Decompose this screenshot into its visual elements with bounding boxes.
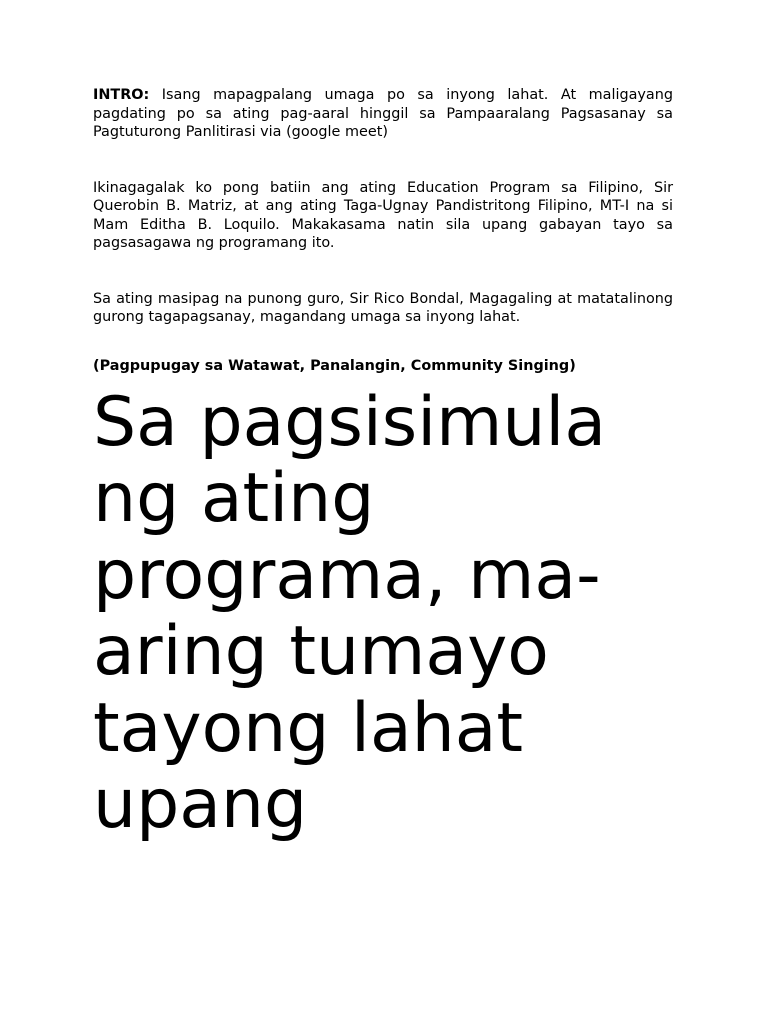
large-text-line: ng ating: [93, 459, 375, 538]
large-text-line: aring tumayo: [93, 612, 549, 691]
intro-label: INTRO:: [93, 87, 150, 103]
large-text-line: tayong lahat: [93, 688, 524, 768]
intro-paragraph: [93, 86, 673, 142]
large-text-line: Sa pagsisimula: [93, 382, 606, 462]
large-text-line: upang: [93, 765, 308, 844]
large-heading-text: [93, 382, 673, 844]
principal-greeting-paragraph: Sa ating masipag na punong guro, Sir Rico Bondal, Magagaling at matatalinong gurong tagapagsanay, magandang umaga sa inyong lahat.: [93, 290, 673, 325]
document-page: [93, 86, 673, 844]
program-note: (Pagpupugay sa Watawat, Panalangin, Community Singing): [93, 357, 576, 374]
intro-text: Isang mapagpalang umaga po sa inyong lahat. At maligayang pagdating po sa ating pag-aaral hinggil sa Pampaaralang Pagsasanay sa Pagtuturong Panlitirasi via (google meet): [93, 87, 673, 140]
large-text-line: programa, ma-: [93, 535, 601, 615]
greeting-paragraph: Ikinagagalak ko pong batiin ang ating Education Program sa Filipino, Sir Querobin B. Matriz, at ang ating Taga-Ugnay Pandistritong Filipino, MT-I na si Mam Editha B. Loquilo. Makakasama natin sila upang gabayan tayo sa pagsasagawa ng programang ito.: [93, 179, 673, 251]
